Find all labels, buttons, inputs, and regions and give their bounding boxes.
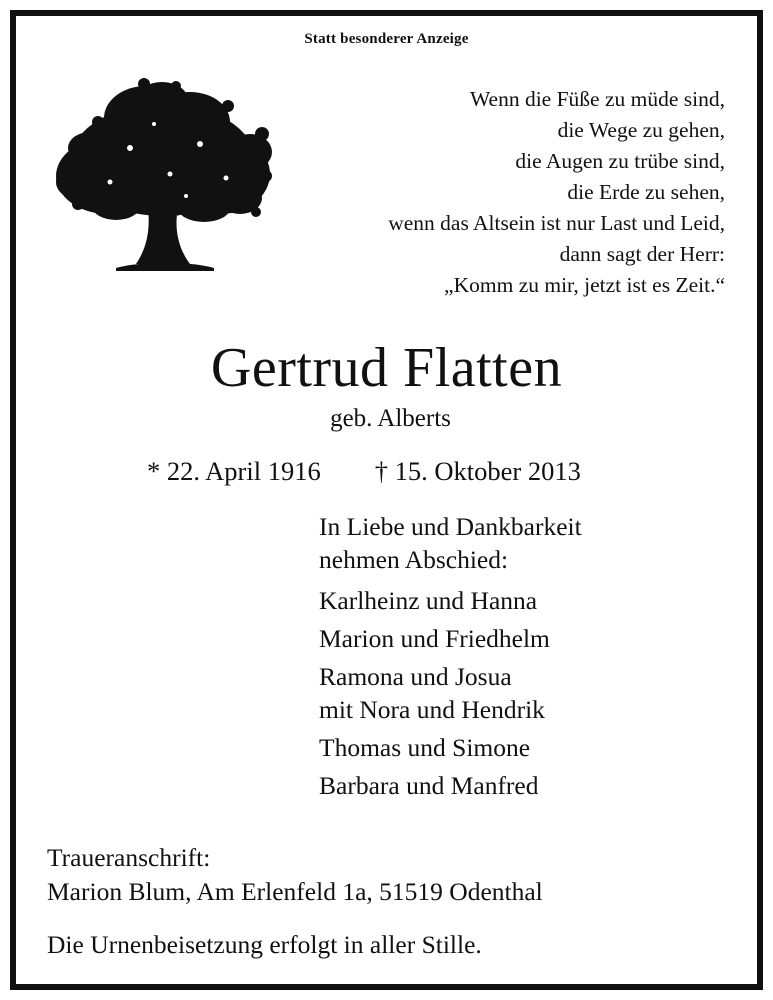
poem-line: wenn das Altsein ist nur Last und Leid, bbox=[388, 211, 725, 235]
mourner-line: Marion und Friedhelm bbox=[319, 624, 550, 653]
mourner-entry bbox=[319, 660, 582, 726]
address-label: Traueranschrift: bbox=[47, 843, 211, 872]
mourning-address: Marion Blum, Am Erlenfeld 1a, 51519 Odenthal bbox=[47, 877, 543, 906]
life-dates bbox=[147, 456, 581, 487]
mourner-entry bbox=[319, 731, 582, 764]
tree-icon bbox=[50, 78, 276, 274]
mourners-block bbox=[319, 510, 582, 807]
mourner-line: mit Nora und Hendrik bbox=[319, 695, 545, 724]
birth-date: * 22. April 1916 bbox=[147, 456, 321, 486]
mourners-intro bbox=[319, 510, 582, 576]
mourner-line: Thomas und Simone bbox=[319, 733, 531, 762]
poem bbox=[388, 84, 725, 301]
poem-line: Wenn die Füße zu müde sind, bbox=[469, 87, 725, 111]
poem-line: die Erde zu sehen, bbox=[567, 180, 725, 204]
footer-block bbox=[47, 841, 543, 962]
mourner-entry bbox=[319, 769, 582, 802]
mourner-entry bbox=[319, 622, 582, 655]
notice-heading: Statt besonderer Anzeige bbox=[304, 31, 469, 47]
death-date: † 15. Oktober 2013 bbox=[374, 456, 581, 486]
burial-note: Die Urnenbeisetzung erfolgt in aller Stille. bbox=[47, 930, 482, 959]
mourner-line: Ramona und Josua bbox=[319, 662, 512, 691]
mourners-intro-line: nehmen Abschied: bbox=[319, 545, 509, 574]
poem-line: „Komm zu mir, jetzt ist es Zeit.“ bbox=[444, 273, 725, 297]
poem-line: die Augen zu trübe sind, bbox=[515, 149, 725, 173]
deceased-name: Gertrud Flatten bbox=[210, 337, 563, 399]
mourners-intro-line: In Liebe und Dankbarkeit bbox=[319, 512, 582, 541]
mourner-line: Karlheinz und Hanna bbox=[319, 586, 538, 615]
maiden-name: geb. Alberts bbox=[330, 405, 451, 432]
mourner-line: Barbara und Manfred bbox=[319, 771, 539, 800]
poem-line: dann sagt der Herr: bbox=[559, 242, 725, 266]
mourner-entry bbox=[319, 584, 582, 617]
poem-line: die Wege zu gehen, bbox=[557, 118, 725, 142]
